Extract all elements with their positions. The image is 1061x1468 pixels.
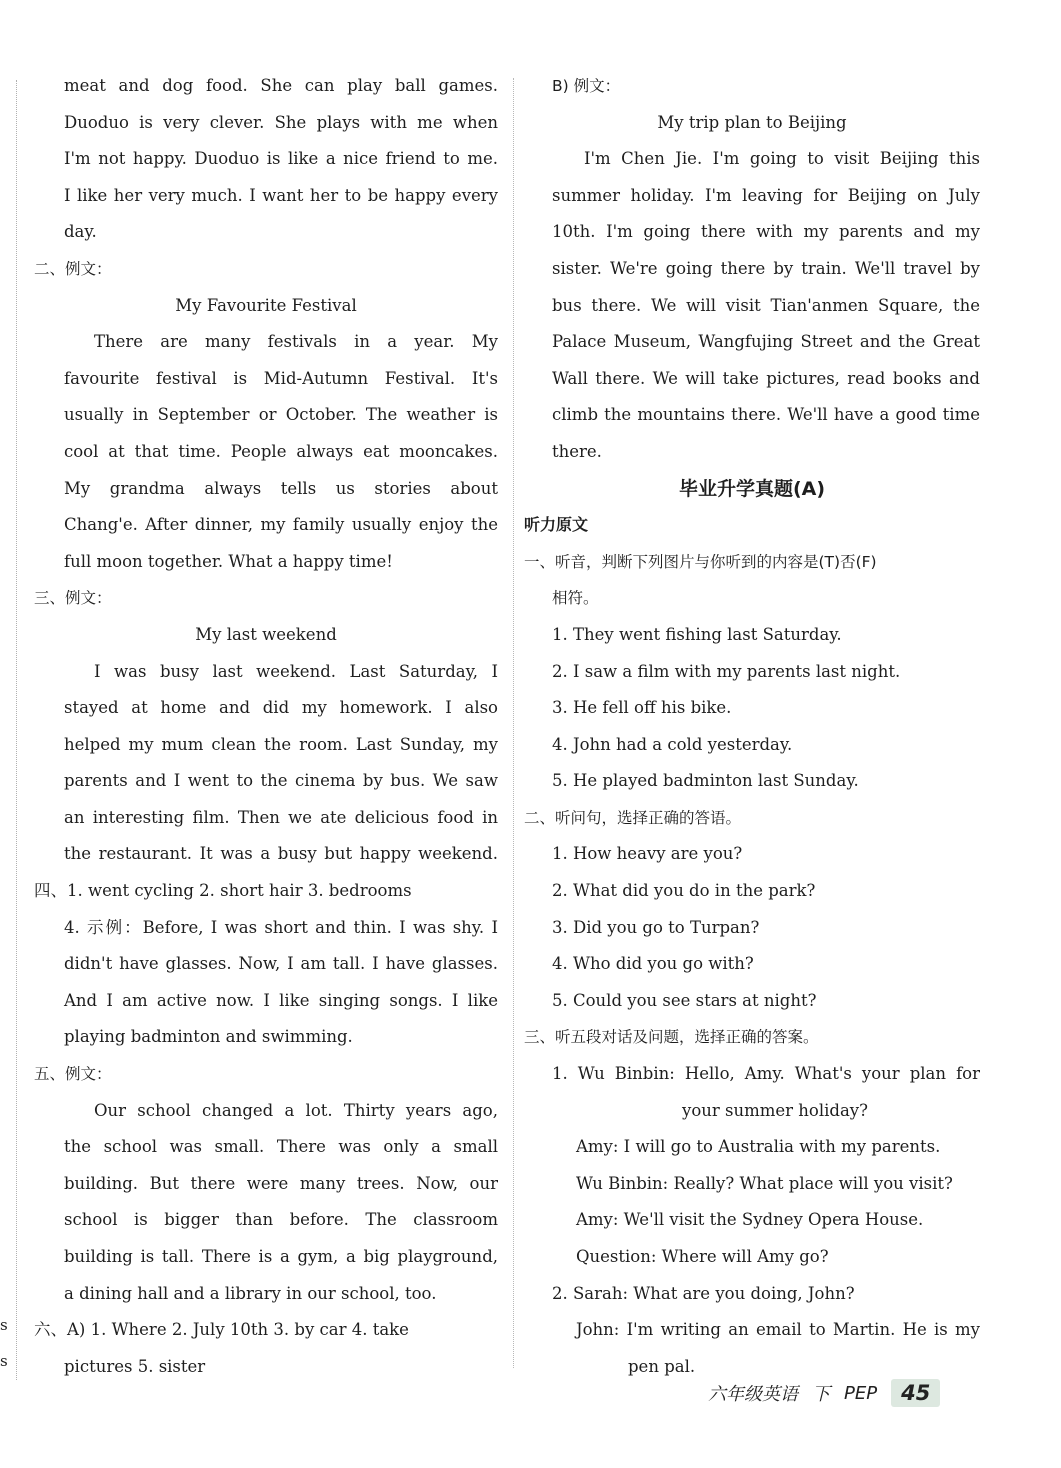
text-line: My trip plan to Beijing [657,112,847,132]
text-line: 三、听五段对话及问题，选择正确的答案。 [524,1028,819,1047]
text-line: building is tall. There is a gym, a big playground, [64,1247,498,1266]
text-line: stayed at home and did my homework. I also [64,698,498,718]
text-line: pictures 5. sister [64,1356,206,1376]
text-line: favourite festival is Mid-Autumn Festival. It's [64,368,498,388]
text-line: climb the mountains there. We'll have a good time [552,405,980,425]
text-line: My grandma always tells us stories about [64,478,498,498]
text-line: pen pal. [628,1356,696,1376]
page-footer [708,1378,940,1408]
text-line: 一、听音，判断下列图片与你听到的内容是(T)否(F) [524,552,877,571]
text-line: I'm not happy. Duoduo is like a nice friend to me. [64,149,498,169]
text-line: the school was small. There was only a small [64,1137,498,1157]
text-line: B) 例文： [552,77,621,95]
text-line: Question: Where will Amy go? [576,1247,829,1266]
text-line: Duoduo is very clever. She plays with me when [64,112,498,132]
text-line: 二、例文： [34,259,112,278]
text-line: summer holiday. I'm leaving for Beijing on July [552,185,980,205]
text-line: John: I'm writing an email to Martin. He is my [576,1320,980,1340]
text-line: Our school changed a lot. Thirty years ago, [94,1100,498,1120]
text-line: 1. Wu Binbin: Hello, Amy. What's your plan for [552,1064,980,1084]
text-line: Palace Museum, Wangfujing Street and the Great [552,332,980,352]
text-line: your summer holiday? [682,1100,868,1120]
text-line: I like her very much. I want her to be happy every [64,185,498,205]
text-line: 4. Who did you go with? [552,954,754,974]
text-line: Wall there. We will take pictures, read books and [552,368,980,388]
footer-volume: 下 [812,1384,830,1405]
text-line: 相符。 [552,589,599,608]
text-line: bus there. We will visit Tian'anmen Square, the [552,295,980,315]
text-line: school is bigger than before. The classroom [64,1210,498,1230]
text-line: 听力原文 [524,515,589,535]
text-line: 1. They went fishing last Saturday. [552,624,842,644]
text-line: building. But there were many trees. Now, our [64,1173,498,1193]
footer-edition: PEP [844,1382,878,1404]
text-line: 2. I saw a film with my parents last night. [552,661,901,681]
text-line: 5. He played badminton last Sunday. [552,771,859,791]
text-line: sister. We're going there by train. We'll travel by [552,258,980,278]
text-line: 3. He fell off his bike. [552,698,732,718]
text-line: 二、听问句，选择正确的答语。 [524,808,742,827]
text-line: cool at that time. People always eat mooncakes. [64,441,498,461]
text-line: 五、例文： [34,1065,112,1084]
text-line: 毕业升学真题(A) [678,477,826,500]
footer-grade-subject: 六年级英语 [708,1384,798,1405]
text-line: There are many festivals in a year. My [94,332,498,352]
text-line: Wu Binbin: Really? What place will you visit? [576,1173,953,1193]
text-line: full moon together. What a happy time! [64,551,393,571]
text-line: 四、1. went cycling 2. short hair 3. bedrooms [34,881,412,901]
text-line: a dining hall and a library in our school, too. [64,1283,437,1303]
text-line: meat and dog food. She can play ball games. [64,76,498,95]
text-line: 5. Could you see stars at night? [552,990,817,1010]
text-line: My Favourite Festival [175,295,357,315]
text-line: I'm Chen Jie. I'm going to visit Beijing this [584,149,980,169]
text-line: 4. 示例：Before, I was short and thin. I was shy. I [64,917,498,937]
text-line: 4. John had a cold yesterday. [552,734,793,754]
text-line: Chang'e. After dinner, my family usually enjoy the [64,515,498,535]
left-column [34,68,498,1385]
page-number: 45 [891,1379,940,1407]
text-line: didn't have glasses. Now, I am tall. I have glasses. [64,954,498,974]
edge-mark: s [0,1316,8,1334]
text-line: Amy: I will go to Australia with my parents. [576,1137,941,1157]
text-line: an interesting film. Then we ate delicious food in [64,807,498,827]
edge-mark: s [0,1352,8,1370]
text-line: Amy: We'll visit the Sydney Opera House. [576,1210,924,1230]
text-line: And I am active now. I like singing songs. I like [64,990,498,1010]
text-line: 三、例文： [34,589,112,608]
text-line: I was busy last weekend. Last Saturday, I [94,661,498,681]
right-column [524,68,980,1385]
text-line: usually in September or October. The weather is [64,405,498,425]
text-line: parents and I went to the cinema by bus. We saw [64,771,498,791]
text-line: 10th. I'm going there with my parents and my [552,222,980,242]
text-line: the restaurant. It was a busy but happy weekend. [64,844,498,864]
text-line: 2. Sarah: What are you doing, John? [552,1283,855,1303]
binding-margin-dots [16,80,17,1380]
text-line: 1. How heavy are you? [552,844,743,864]
text-line: there. [552,441,602,461]
text-line: helped my mum clean the room. Last Sunday, my [64,734,498,754]
text-line: 3. Did you go to Turpan? [552,917,760,937]
text-line: day. [64,222,97,242]
text-line: playing badminton and swimming. [64,1027,353,1047]
text-line: My last weekend [195,624,337,644]
text-line: 六、A) 1. Where 2. July 10th 3. by car 4. take [34,1320,409,1340]
text-line: 2. What did you do in the park? [552,881,816,901]
column-divider [513,78,514,1368]
